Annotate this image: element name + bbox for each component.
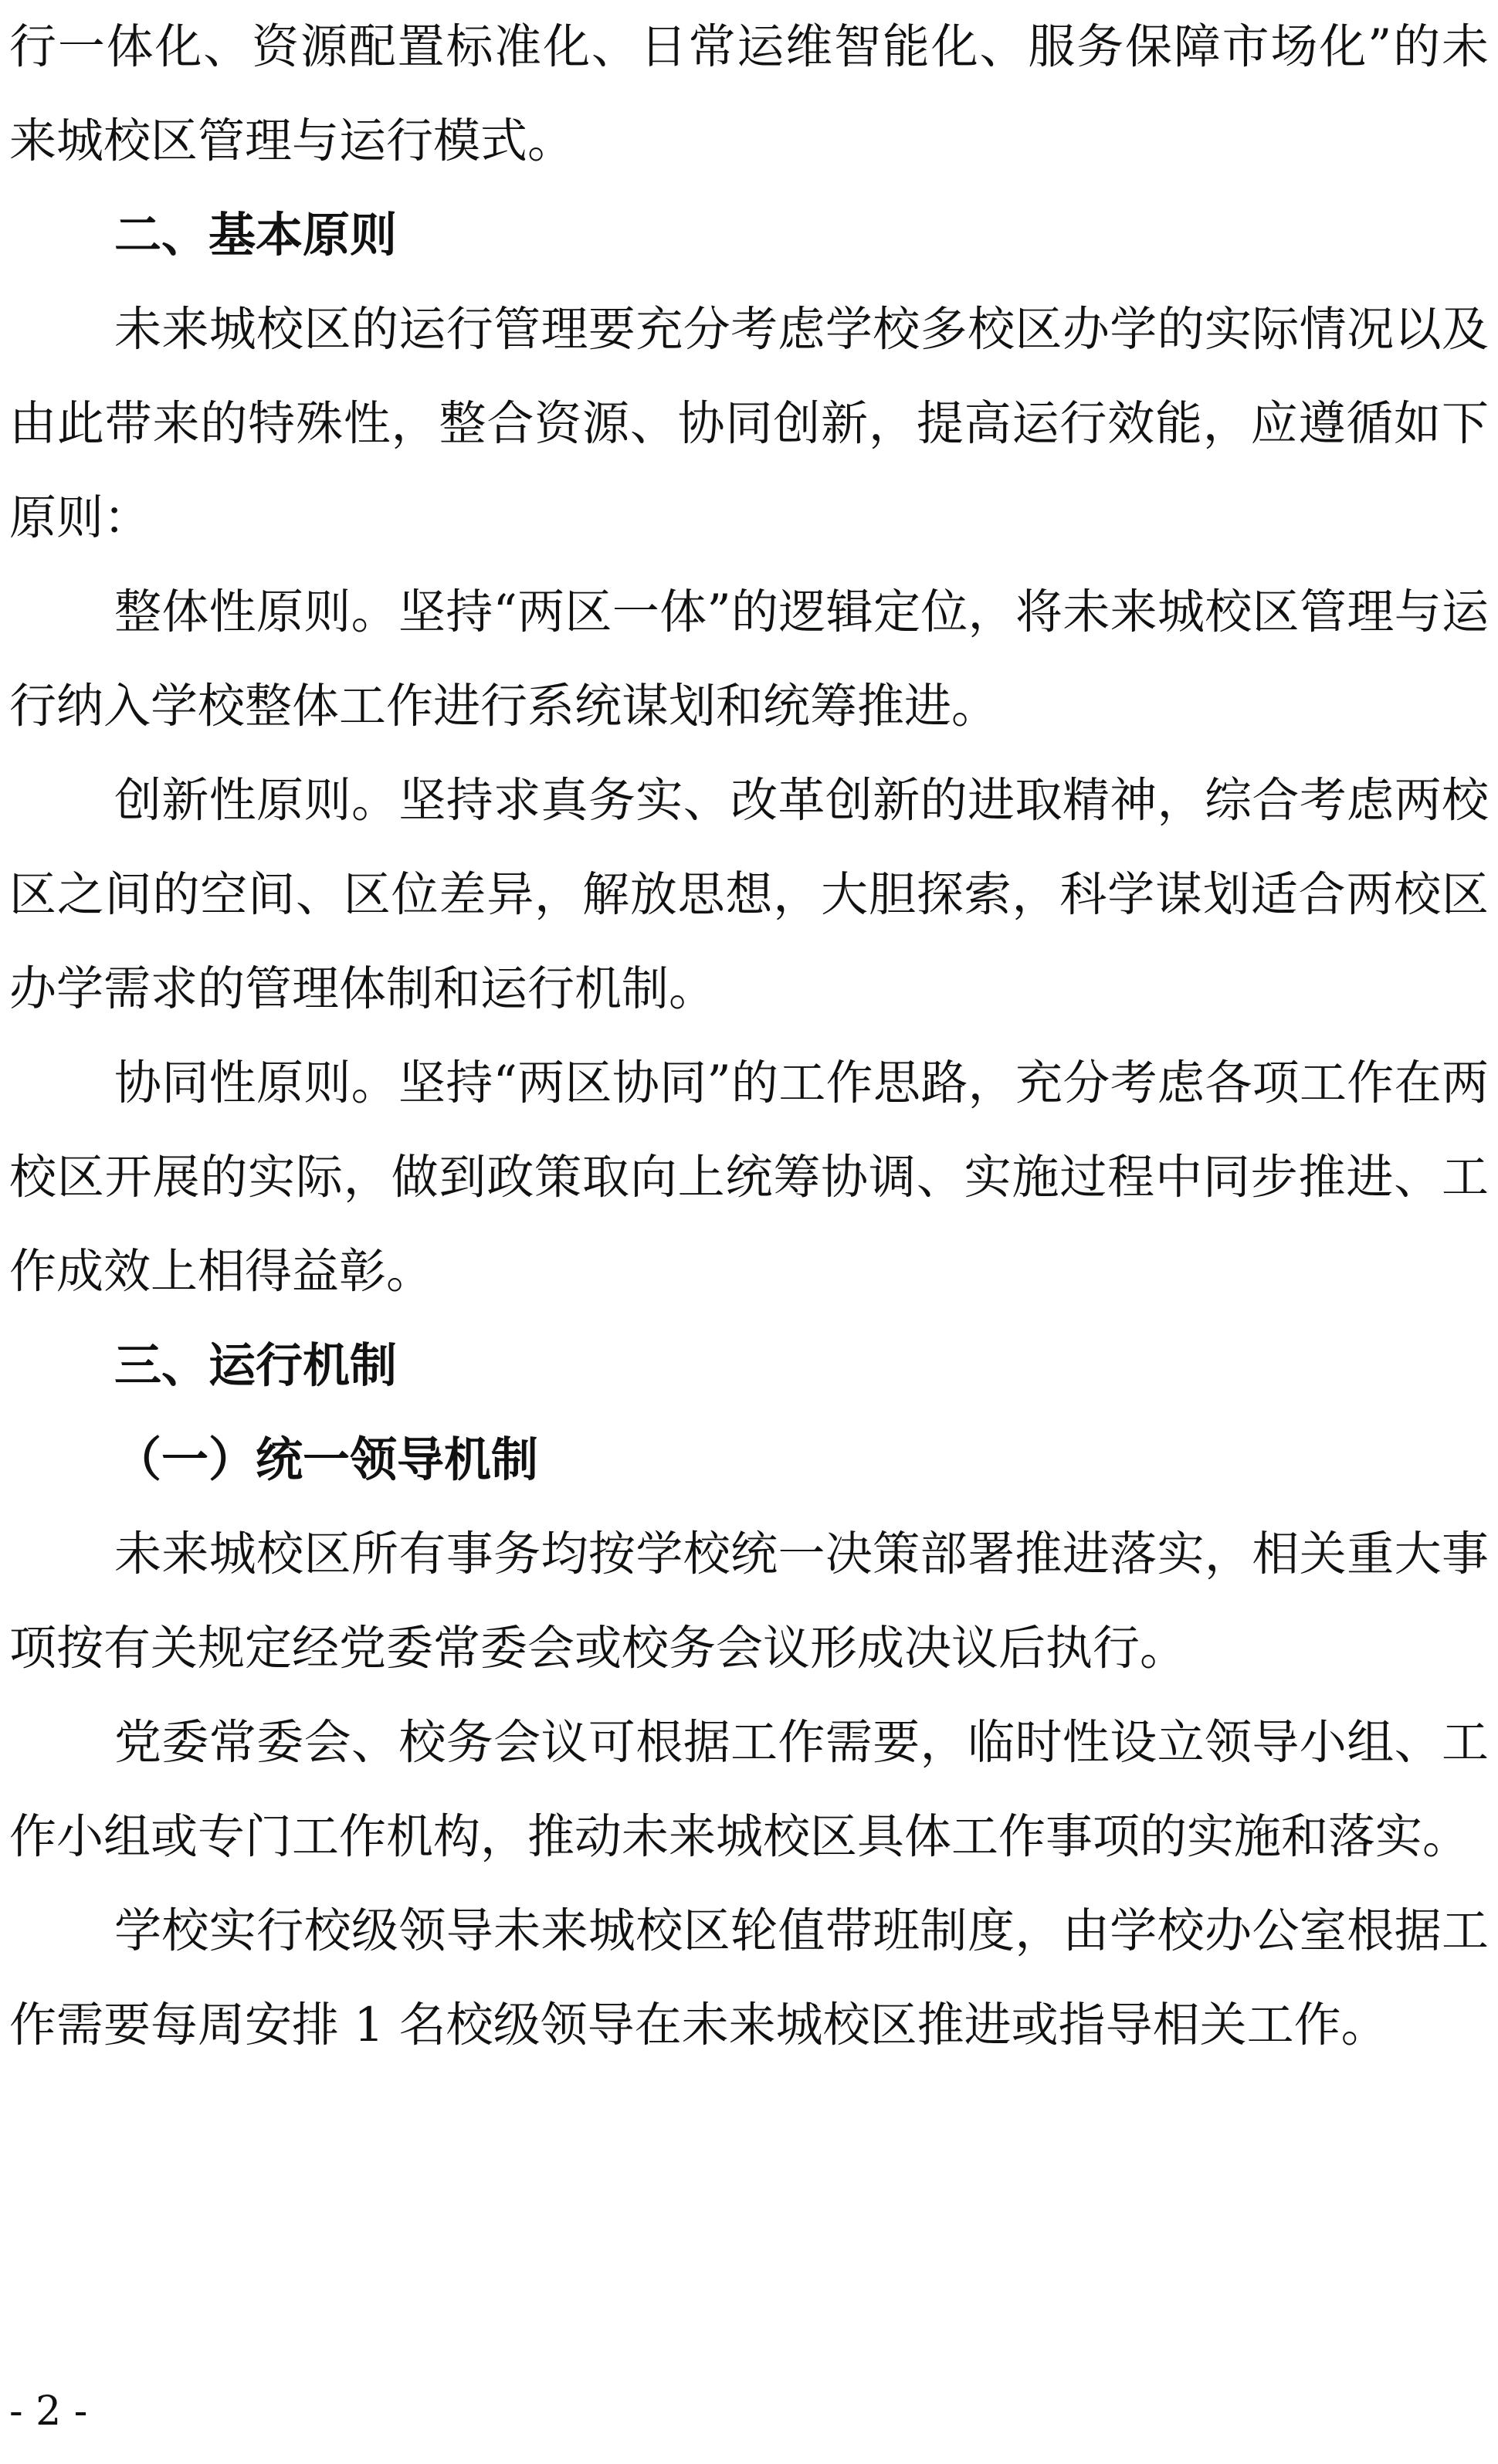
principle-coordination-paragraph: 协同性原则。坚持“两区协同”的工作思路，充分考虑各项工作在两校区开展的实际，做到政策取向上统筹协调、实施过程中同步推进、工作成效上相得益彰。 <box>9 1056 1489 1299</box>
principle-innovation-paragraph: 创新性原则。坚持求真务实、改革创新的进取精神，综合考虑两校区之间的空间、区位差异，解放思想，大胆探索，科学谋划适合两校区办学需求的管理体制和运行机制。 <box>9 773 1489 1016</box>
section-3-sub1-heading: （一）统一领导机制 <box>114 1432 539 1487</box>
section-3-heading: 三、运行机制 <box>114 1338 398 1393</box>
unified-leadership-paragraph-2: 党委常委会、校务会议可根据工作需要，临时性设立领导小组、工作小组或专门工作机构，推动未来城校区具体工作事项的实施和落实。 <box>9 1715 1489 1864</box>
section-2-intro-paragraph: 未来城校区的运行管理要充分考虑学校多校区办学的实际情况以及由此带来的特殊性，整合资源、协同创新，提高运行效能，应遵循如下原则： <box>9 302 1489 545</box>
unified-leadership-paragraph-3: 学校实行校级领导未来城校区轮值带班制度，由学校办公室根据工作需要每周安排 1 名校级领导在未来城校区推进或指导相关工作。 <box>9 1903 1489 2052</box>
document-page <box>9 0 1489 2073</box>
section-2-heading: 二、基本原则 <box>114 208 398 263</box>
unified-leadership-paragraph-1: 未来城校区所有事务均按学校统一决策部署推进落实，相关重大事项按有关规定经党委常委会或校务会议形成决议后执行。 <box>9 1527 1489 1676</box>
principle-integrity-paragraph: 整体性原则。坚持“两区一体”的逻辑定位，将未来城校区管理与运行纳入学校整体工作进行系统谋划和统筹推进。 <box>9 585 1489 734</box>
intro-continuation-paragraph: 行一体化、资源配置标准化、日常运维智能化、服务保障市场化”的未来城校区管理与运行模式。 <box>9 19 1489 168</box>
page-number: - 2 - <box>9 2388 88 2435</box>
